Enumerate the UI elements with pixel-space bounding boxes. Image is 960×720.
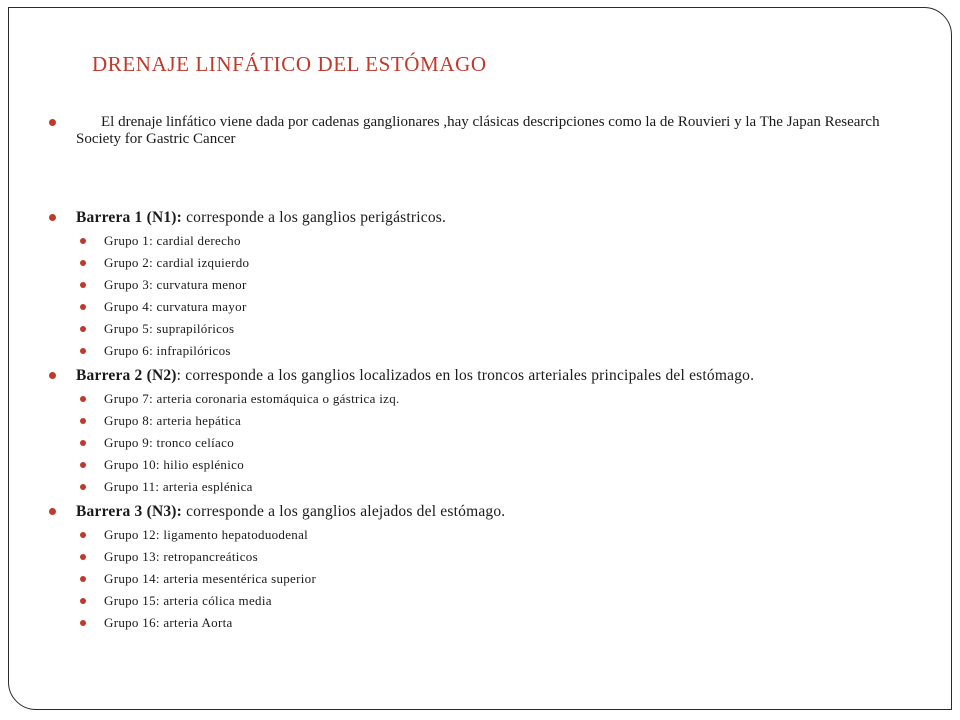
barrier-2-item — [76, 367, 754, 385]
group-item: Grupo 10: hilio esplénico — [104, 457, 245, 472]
group-item: Grupo 14: arteria mesentérica superior — [104, 571, 317, 586]
bullet-icon — [49, 119, 56, 126]
bullet-icon — [49, 508, 56, 515]
sub-bullet-icon — [80, 326, 86, 332]
sub-bullet-icon — [80, 532, 86, 538]
sub-bullet-icon — [80, 554, 86, 560]
group-item: Grupo 13: retropancreáticos — [104, 549, 258, 564]
barrier-label: Barrera 3 (N3): — [76, 503, 183, 520]
sub-bullet-icon — [80, 418, 86, 424]
barrier-3-item — [76, 503, 505, 521]
slide-title: DRENAJE LINFÁTICO DEL ESTÓMAGO — [92, 52, 487, 76]
group-item: Grupo 9: tronco celíaco — [104, 435, 234, 450]
sub-bullet-icon — [80, 462, 86, 468]
intro-paragraph: El drenaje linfático viene dada por cadenas ganglionares ,hay clásicas descripciones como la de Rouvieri y la The Japan Research Society for Gastric Cancer — [76, 114, 880, 147]
barrier-1-item — [76, 209, 446, 227]
sub-bullet-icon — [80, 348, 86, 354]
group-item: Grupo 7: arteria coronaria estomáquica o gástrica izq. — [104, 391, 400, 406]
barrier-text: : corresponde a los ganglios localizados en los troncos arteriales principales del estómago. — [176, 367, 755, 384]
sub-bullet-icon — [80, 396, 86, 402]
barrier-label: Barrera 2 (N2) — [76, 367, 177, 384]
sub-bullet-icon — [80, 260, 86, 266]
group-item: Grupo 8: arteria hepática — [104, 413, 242, 428]
sub-bullet-icon — [80, 282, 86, 288]
sub-bullet-icon — [80, 598, 86, 604]
group-item: Grupo 2: cardial izquierdo — [104, 255, 250, 270]
barrier-label: Barrera 1 (N1): — [76, 209, 183, 226]
bullet-icon — [49, 372, 56, 379]
group-item: Grupo 5: suprapilóricos — [104, 321, 235, 336]
barrier-text: corresponde a los ganglios alejados del estómago. — [182, 503, 506, 520]
sub-bullet-icon — [80, 440, 86, 446]
group-item: Grupo 6: infrapilóricos — [104, 343, 231, 358]
bullet-icon — [49, 214, 56, 221]
group-item: Grupo 3: curvatura menor — [104, 277, 247, 292]
group-item: Grupo 12: ligamento hepatoduodenal — [104, 527, 309, 542]
group-item: Grupo 4: curvatura mayor — [104, 299, 247, 314]
sub-bullet-icon — [80, 620, 86, 626]
sub-bullet-icon — [80, 576, 86, 582]
group-item: Grupo 15: arteria cólica media — [104, 593, 272, 608]
group-item: Grupo 16: arteria Aorta — [104, 615, 233, 630]
sub-bullet-icon — [80, 304, 86, 310]
barrier-text: corresponde a los ganglios perigástricos. — [182, 209, 447, 226]
sub-bullet-icon — [80, 238, 86, 244]
sub-bullet-icon — [80, 484, 86, 490]
group-item: Grupo 1: cardial derecho — [104, 233, 241, 248]
group-item: Grupo 11: arteria esplénica — [104, 479, 253, 494]
